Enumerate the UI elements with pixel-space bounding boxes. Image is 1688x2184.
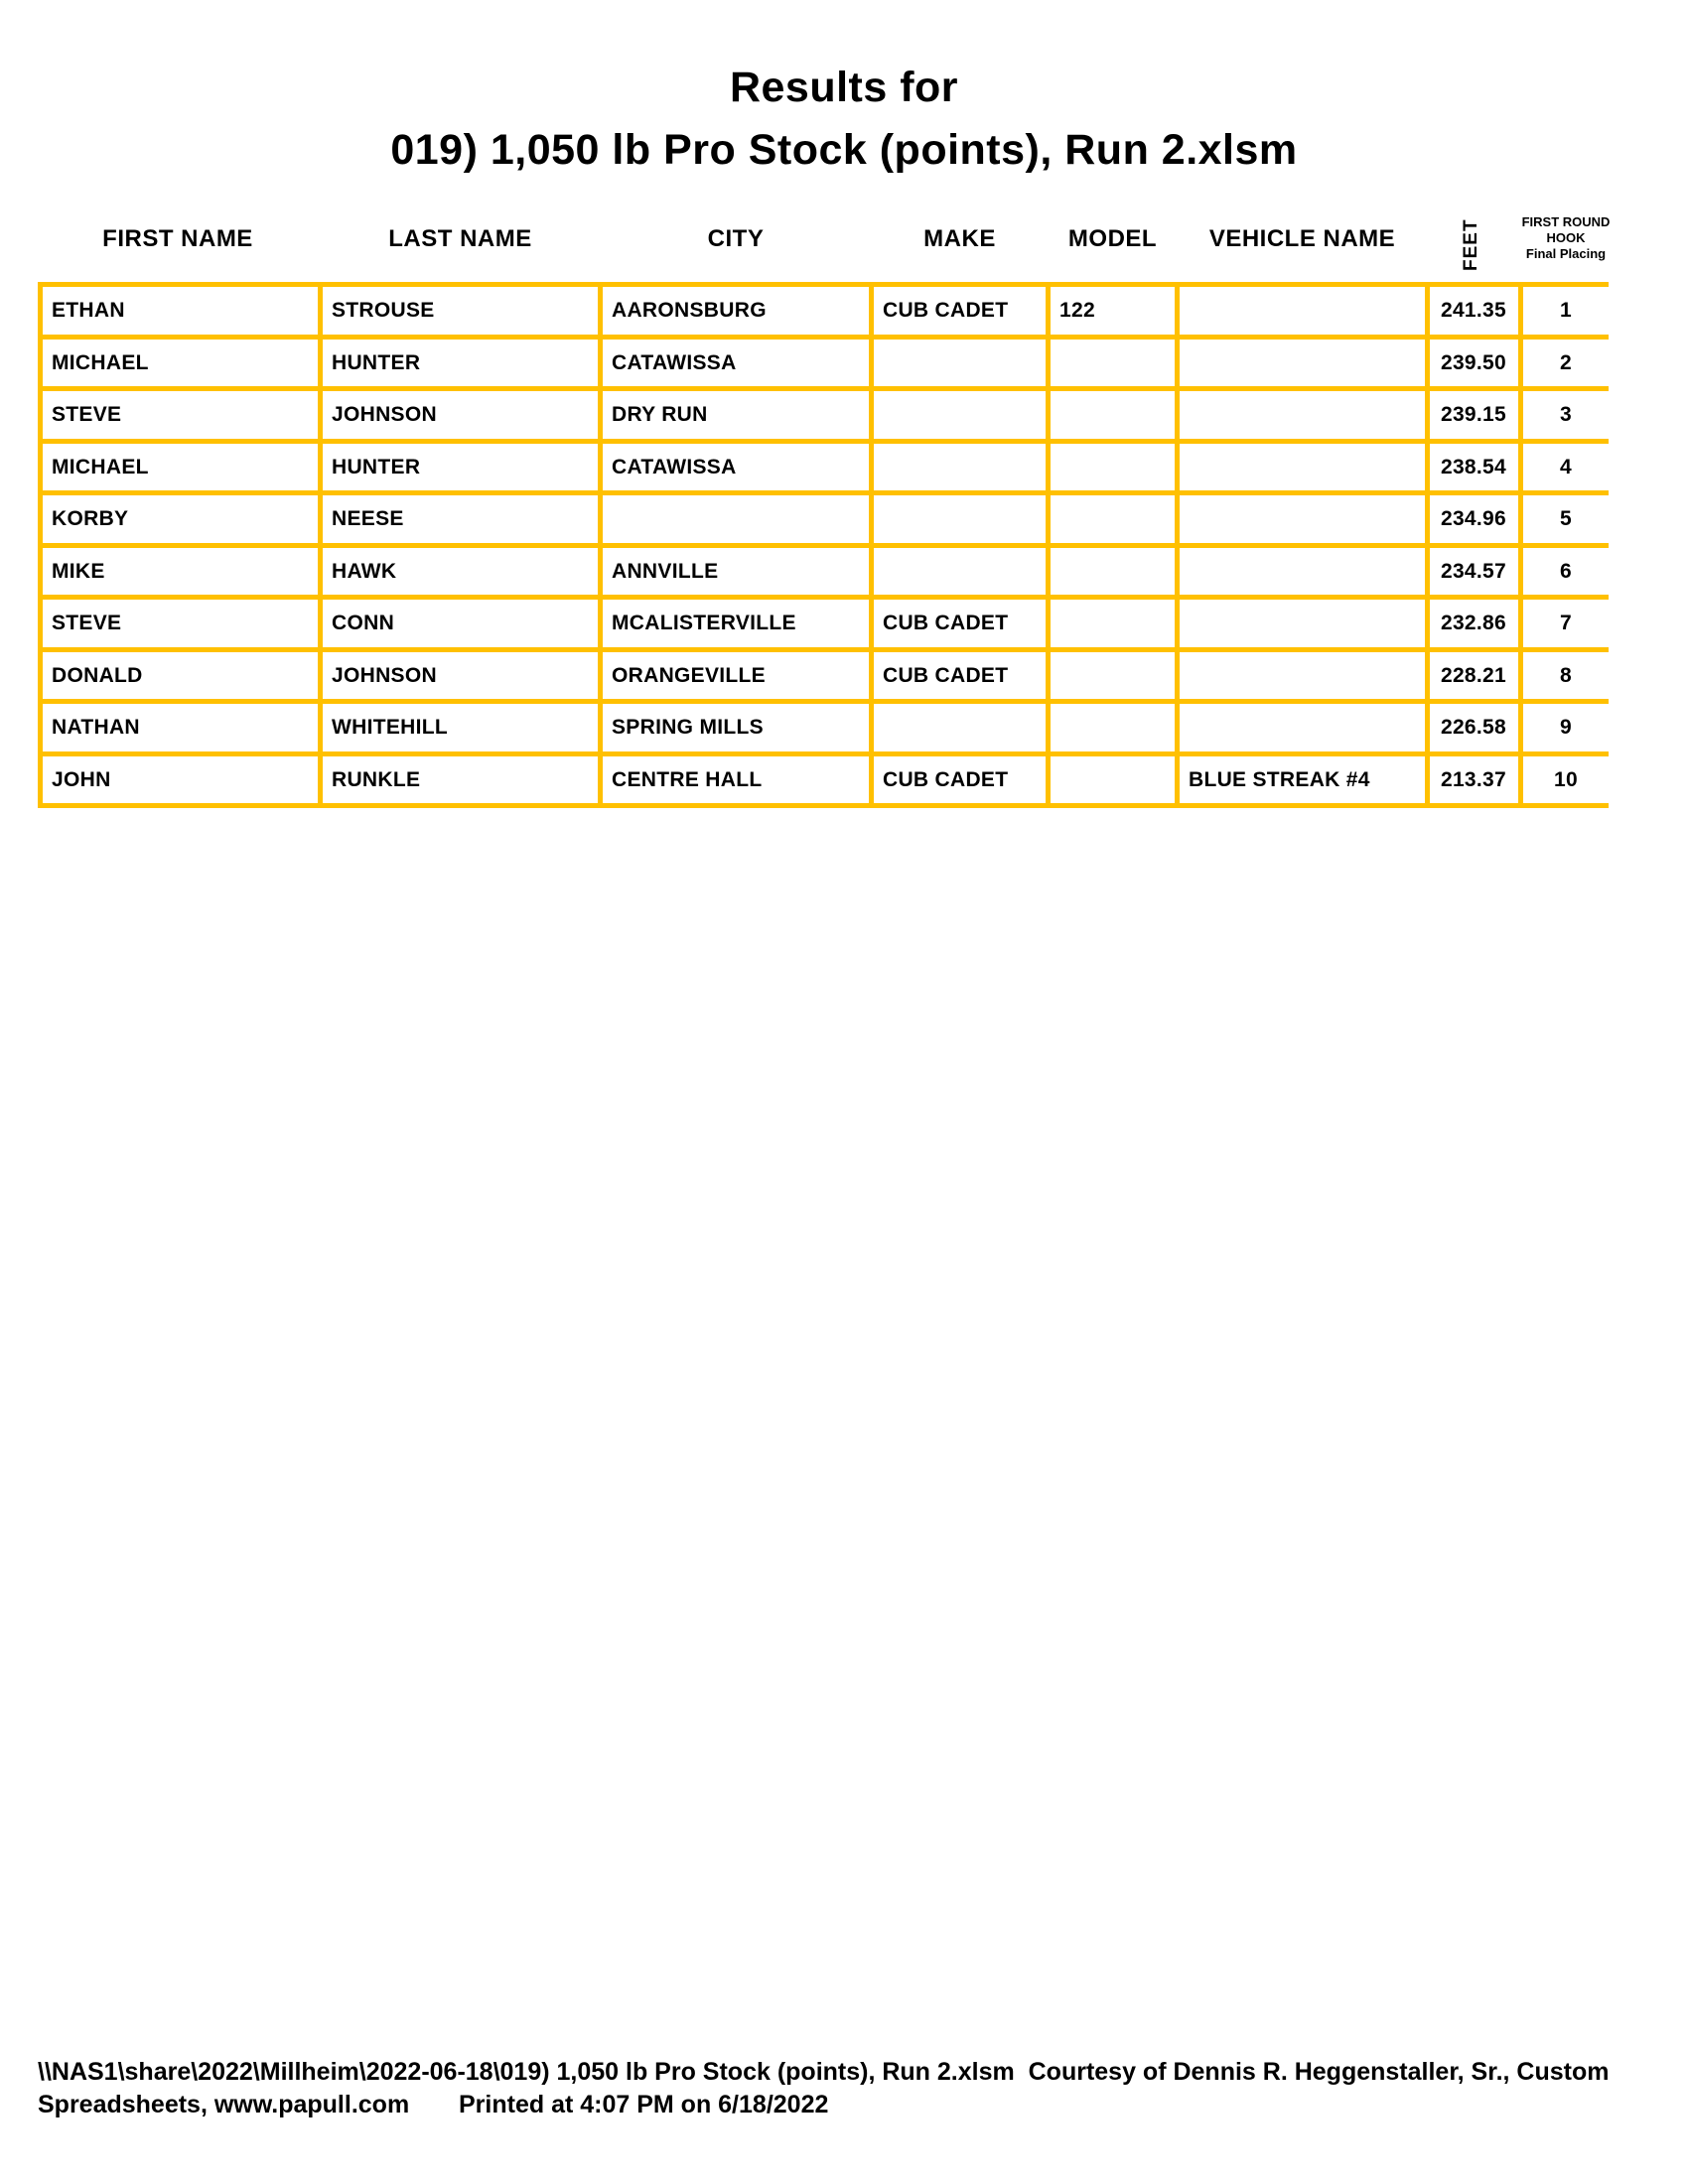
cell-make: CUB CADET: [874, 287, 1051, 335]
footer-website: Spreadsheets, www.papull.com: [38, 2091, 410, 2118]
table-row: [43, 548, 1609, 601]
table-row: [43, 391, 1609, 444]
cell-first-name: DONALD: [43, 652, 323, 700]
cell-first-name: ETHAN: [43, 287, 323, 335]
cell-vehicle-name: [1180, 287, 1430, 335]
cell-last-name: HAWK: [323, 548, 603, 596]
cell-model: [1051, 391, 1180, 439]
cell-last-name: HUNTER: [323, 444, 603, 491]
cell-make: [874, 391, 1051, 439]
cell-last-name: STROUSE: [323, 287, 603, 335]
cell-vehicle-name: [1180, 704, 1430, 751]
table-row: [43, 495, 1609, 548]
table-row: [43, 287, 1609, 340]
cell-placing: 3: [1560, 403, 1572, 426]
page-title: Results for: [729, 64, 959, 111]
cell-city: ORANGEVILLE: [603, 652, 874, 700]
column-header-hook: HOOK: [1546, 230, 1586, 245]
cell-city: CENTRE HALL: [603, 756, 874, 804]
cell-make: [874, 548, 1051, 596]
cell-feet: 232.86: [1430, 600, 1523, 647]
cell-feet: 239.15: [1430, 391, 1523, 439]
cell-first-name: MICHAEL: [43, 444, 323, 491]
cell-placing: 8: [1560, 663, 1572, 687]
cell-model: [1051, 652, 1180, 700]
table-row: [43, 444, 1609, 496]
footer-path-and-credit: \\NAS1\share\2022\Millheim\2022-06-18\019) 1,050 lb Pro Stock (points), Run 2.xlsm Courtesy of Dennis R. Heggenstaller, Sr., Custom: [38, 2058, 1610, 2086]
cell-vehicle-name: [1180, 600, 1430, 647]
cell-vehicle-name: [1180, 548, 1430, 596]
cell-make: CUB CADET: [874, 756, 1051, 804]
cell-city: MCALISTERVILLE: [603, 600, 874, 647]
cell-make: [874, 495, 1051, 543]
results-table: [38, 282, 1609, 808]
cell-last-name: JOHNSON: [323, 652, 603, 700]
cell-city: DRY RUN: [603, 391, 874, 439]
cell-last-name: CONN: [323, 600, 603, 647]
column-header-vehicle-name: VEHICLE NAME: [1208, 225, 1396, 252]
column-header-make: MAKE: [923, 225, 996, 252]
cell-feet: 234.96: [1430, 495, 1523, 543]
results-table-body: [43, 287, 1609, 808]
cell-placing: 9: [1560, 716, 1572, 739]
cell-make: [874, 444, 1051, 491]
cell-feet: 234.57: [1430, 548, 1523, 596]
cell-feet: 238.54: [1430, 444, 1523, 491]
cell-model: [1051, 495, 1180, 543]
column-header-first-round: FIRST ROUND: [1521, 214, 1611, 229]
cell-vehicle-name: [1180, 652, 1430, 700]
cell-feet: 239.50: [1430, 340, 1523, 387]
cell-city: CATAWISSA: [603, 444, 874, 491]
cell-placing: 5: [1560, 507, 1572, 530]
cell-vehicle-name: [1180, 495, 1430, 543]
cell-city: ANNVILLE: [603, 548, 874, 596]
column-header-model: MODEL: [1067, 225, 1158, 252]
column-header-first-name: FIRST NAME: [102, 225, 253, 252]
cell-first-name: STEVE: [43, 600, 323, 647]
cell-city: AARONSBURG: [603, 287, 874, 335]
cell-last-name: JOHNSON: [323, 391, 603, 439]
cell-vehicle-name: [1180, 444, 1430, 491]
cell-feet: 213.37: [1430, 756, 1523, 804]
cell-model: 122: [1051, 287, 1180, 335]
cell-first-name: MIKE: [43, 548, 323, 596]
cell-make: [874, 704, 1051, 751]
footer-printed-at: Printed at 4:07 PM on 6/18/2022: [459, 2091, 829, 2118]
cell-vehicle-name: BLUE STREAK #4: [1180, 756, 1430, 804]
cell-vehicle-name: [1180, 340, 1430, 387]
cell-last-name: RUNKLE: [323, 756, 603, 804]
page-subtitle: 019) 1,050 lb Pro Stock (points), Run 2.xlsm: [390, 126, 1298, 174]
column-header-city: CITY: [707, 225, 765, 252]
cell-make: CUB CADET: [874, 600, 1051, 647]
cell-make: CUB CADET: [874, 652, 1051, 700]
cell-make: [874, 340, 1051, 387]
cell-first-name: MICHAEL: [43, 340, 323, 387]
cell-first-name: KORBY: [43, 495, 323, 543]
cell-last-name: HUNTER: [323, 340, 603, 387]
cell-last-name: WHITEHILL: [323, 704, 603, 751]
cell-first-name: STEVE: [43, 391, 323, 439]
cell-placing: 10: [1554, 767, 1578, 791]
column-header-placing: Final Placing: [1525, 246, 1607, 261]
cell-first-name: JOHN: [43, 756, 323, 804]
cell-model: [1051, 756, 1180, 804]
cell-placing: 2: [1560, 350, 1572, 374]
cell-feet: 241.35: [1430, 287, 1523, 335]
cell-model: [1051, 444, 1180, 491]
cell-model: [1051, 600, 1180, 647]
cell-placing: 7: [1560, 612, 1572, 634]
column-header-last-name: LAST NAME: [388, 225, 532, 252]
table-row: [43, 756, 1609, 809]
cell-feet: 228.21: [1430, 652, 1523, 700]
cell-city: SPRING MILLS: [603, 704, 874, 751]
column-header-feet: FEET: [1461, 218, 1481, 272]
cell-placing: 1: [1560, 299, 1572, 322]
table-row: [43, 600, 1609, 652]
cell-model: [1051, 548, 1180, 596]
cell-city: [603, 495, 874, 543]
table-row: [43, 704, 1609, 756]
cell-placing: 6: [1560, 559, 1572, 583]
cell-placing: 4: [1560, 455, 1572, 478]
cell-vehicle-name: [1180, 391, 1430, 439]
cell-city: CATAWISSA: [603, 340, 874, 387]
column-header-final-placing: [1492, 214, 1639, 262]
table-row: [43, 652, 1609, 705]
cell-first-name: NATHAN: [43, 704, 323, 751]
cell-last-name: NEESE: [323, 495, 603, 543]
table-row: [43, 340, 1609, 392]
cell-model: [1051, 704, 1180, 751]
cell-model: [1051, 340, 1180, 387]
cell-feet: 226.58: [1430, 704, 1523, 751]
